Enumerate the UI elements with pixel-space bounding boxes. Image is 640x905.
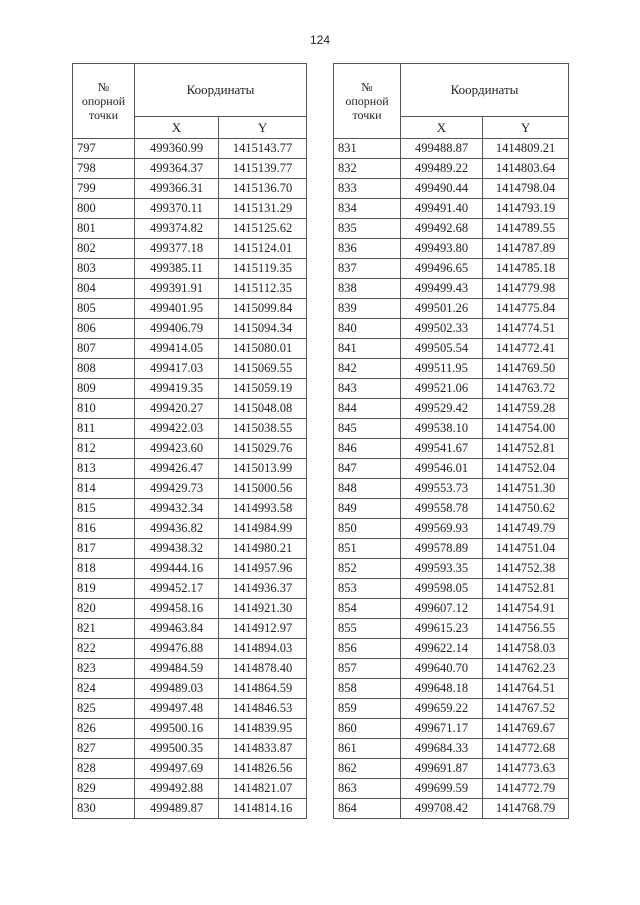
x-coordinate: 499377.18 bbox=[135, 239, 219, 259]
x-coordinate: 499529.42 bbox=[401, 399, 483, 419]
table-row bbox=[73, 259, 307, 279]
y-coordinate: 1415029.76 bbox=[219, 439, 307, 459]
x-coordinate: 499671.17 bbox=[401, 719, 483, 739]
point-number: 841 bbox=[334, 339, 401, 359]
table-row bbox=[73, 359, 307, 379]
table-row bbox=[334, 759, 569, 779]
table-row bbox=[73, 739, 307, 759]
x-coordinate: 499490.44 bbox=[401, 179, 483, 199]
table-row bbox=[334, 639, 569, 659]
table-row bbox=[73, 639, 307, 659]
table-row bbox=[334, 399, 569, 419]
y-coordinate: 1415139.77 bbox=[219, 159, 307, 179]
y-coordinate: 1414751.04 bbox=[483, 539, 569, 559]
x-coordinate: 499684.33 bbox=[401, 739, 483, 759]
x-coordinate: 499417.03 bbox=[135, 359, 219, 379]
y-coordinate: 1414754.00 bbox=[483, 419, 569, 439]
x-coordinate: 499436.82 bbox=[135, 519, 219, 539]
y-coordinate: 1414894.03 bbox=[219, 639, 307, 659]
table-row bbox=[73, 159, 307, 179]
y-coordinate: 1414878.40 bbox=[219, 659, 307, 679]
y-coordinate: 1414772.79 bbox=[483, 779, 569, 799]
x-coordinate: 499406.79 bbox=[135, 319, 219, 339]
point-number: 817 bbox=[73, 539, 135, 559]
point-number: 816 bbox=[73, 519, 135, 539]
point-number: 859 bbox=[334, 699, 401, 719]
x-coordinate: 499541.67 bbox=[401, 439, 483, 459]
x-coordinate: 499489.87 bbox=[135, 799, 219, 819]
table-row bbox=[334, 299, 569, 319]
point-number: 826 bbox=[73, 719, 135, 739]
point-number: 800 bbox=[73, 199, 135, 219]
y-coordinate: 1414980.21 bbox=[219, 539, 307, 559]
point-number: 831 bbox=[334, 139, 401, 159]
table-row bbox=[334, 339, 569, 359]
y-coordinate: 1414789.55 bbox=[483, 219, 569, 239]
x-coordinate: 499444.16 bbox=[135, 559, 219, 579]
x-coordinate: 499360.99 bbox=[135, 139, 219, 159]
x-coordinate: 499429.73 bbox=[135, 479, 219, 499]
page-number: 124 bbox=[309, 33, 331, 47]
point-number: 834 bbox=[334, 199, 401, 219]
point-number: 850 bbox=[334, 519, 401, 539]
point-number: 825 bbox=[73, 699, 135, 719]
table-row bbox=[73, 779, 307, 799]
table-row bbox=[334, 799, 569, 819]
x-coordinate: 499615.23 bbox=[401, 619, 483, 639]
y-coordinate: 1414826.56 bbox=[219, 759, 307, 779]
point-number: 862 bbox=[334, 759, 401, 779]
y-coordinate: 1414752.81 bbox=[483, 439, 569, 459]
y-coordinate: 1415013.99 bbox=[219, 459, 307, 479]
y-coordinate: 1415112.35 bbox=[219, 279, 307, 299]
table-row bbox=[73, 499, 307, 519]
table-row bbox=[73, 799, 307, 819]
x-coordinate: 499500.16 bbox=[135, 719, 219, 739]
num-label-1: опорной bbox=[81, 94, 126, 108]
point-number: 854 bbox=[334, 599, 401, 619]
y-coordinate: 1414793.19 bbox=[483, 199, 569, 219]
y-coordinate: 1414821.07 bbox=[219, 779, 307, 799]
table-row bbox=[334, 479, 569, 499]
x-header: X bbox=[135, 117, 219, 139]
y-coordinate: 1414749.79 bbox=[483, 519, 569, 539]
x-coordinate: 499500.35 bbox=[135, 739, 219, 759]
point-number: 821 bbox=[73, 619, 135, 639]
x-coordinate: 499492.68 bbox=[401, 219, 483, 239]
y-coordinate: 1414764.51 bbox=[483, 679, 569, 699]
x-coordinate: 499438.32 bbox=[135, 539, 219, 559]
x-coordinate: 499521.06 bbox=[401, 379, 483, 399]
y-coordinate: 1415136.70 bbox=[219, 179, 307, 199]
y-coordinate: 1415094.34 bbox=[219, 319, 307, 339]
point-number: 830 bbox=[73, 799, 135, 819]
y-header: Y bbox=[219, 117, 307, 139]
table-row bbox=[73, 239, 307, 259]
x-coordinate: 499505.54 bbox=[401, 339, 483, 359]
table-row bbox=[334, 619, 569, 639]
table-row bbox=[73, 599, 307, 619]
y-coordinate: 1415143.77 bbox=[219, 139, 307, 159]
x-coordinate: 499699.59 bbox=[401, 779, 483, 799]
y-coordinate: 1414769.67 bbox=[483, 719, 569, 739]
table-row bbox=[334, 139, 569, 159]
point-number: 858 bbox=[334, 679, 401, 699]
point-number: 855 bbox=[334, 619, 401, 639]
point-number: 840 bbox=[334, 319, 401, 339]
y-coordinate: 1414803.64 bbox=[483, 159, 569, 179]
x-coordinate: 499598.05 bbox=[401, 579, 483, 599]
table-row bbox=[334, 519, 569, 539]
coordinates-table-left bbox=[72, 63, 307, 819]
x-coordinate: 499593.35 bbox=[401, 559, 483, 579]
y-coordinate: 1414864.59 bbox=[219, 679, 307, 699]
x-coordinate: 499489.03 bbox=[135, 679, 219, 699]
x-coordinate: 499499.43 bbox=[401, 279, 483, 299]
y-coordinate: 1414846.53 bbox=[219, 699, 307, 719]
x-coordinate: 499419.35 bbox=[135, 379, 219, 399]
table-row bbox=[73, 579, 307, 599]
x-coordinate: 499622.14 bbox=[401, 639, 483, 659]
point-number: 806 bbox=[73, 319, 135, 339]
point-number: 824 bbox=[73, 679, 135, 699]
point-number: 864 bbox=[334, 799, 401, 819]
x-coordinate: 499502.33 bbox=[401, 319, 483, 339]
point-number: 836 bbox=[334, 239, 401, 259]
point-number: 845 bbox=[334, 419, 401, 439]
point-number: 861 bbox=[334, 739, 401, 759]
x-coordinate: 499484.59 bbox=[135, 659, 219, 679]
point-number: 856 bbox=[334, 639, 401, 659]
table-row bbox=[334, 579, 569, 599]
point-number: 803 bbox=[73, 259, 135, 279]
y-coordinate: 1414754.91 bbox=[483, 599, 569, 619]
x-coordinate: 499538.10 bbox=[401, 419, 483, 439]
point-number: 839 bbox=[334, 299, 401, 319]
y-coordinate: 1414768.79 bbox=[483, 799, 569, 819]
x-coordinate: 499463.84 bbox=[135, 619, 219, 639]
table-row bbox=[73, 719, 307, 739]
x-coordinate: 499546.01 bbox=[401, 459, 483, 479]
y-coordinate: 1414752.38 bbox=[483, 559, 569, 579]
table-row bbox=[334, 219, 569, 239]
table-row bbox=[334, 499, 569, 519]
point-number: 842 bbox=[334, 359, 401, 379]
num-sign: № bbox=[97, 80, 110, 94]
point-number: 847 bbox=[334, 459, 401, 479]
table-row bbox=[334, 739, 569, 759]
y-coordinate: 1414984.99 bbox=[219, 519, 307, 539]
point-number: 820 bbox=[73, 599, 135, 619]
y-coordinate: 1414758.03 bbox=[483, 639, 569, 659]
x-coordinate: 499426.47 bbox=[135, 459, 219, 479]
x-coordinate: 499496.65 bbox=[401, 259, 483, 279]
x-coordinate: 499492.88 bbox=[135, 779, 219, 799]
x-coordinate: 499497.48 bbox=[135, 699, 219, 719]
y-coordinate: 1414993.58 bbox=[219, 499, 307, 519]
table-row bbox=[334, 199, 569, 219]
y-coordinate: 1415038.55 bbox=[219, 419, 307, 439]
x-coordinate: 499366.31 bbox=[135, 179, 219, 199]
y-coordinate: 1414833.87 bbox=[219, 739, 307, 759]
point-number: 815 bbox=[73, 499, 135, 519]
table-row bbox=[73, 319, 307, 339]
num-sign: № bbox=[361, 80, 373, 94]
table-row bbox=[334, 539, 569, 559]
coordinates-table-right bbox=[333, 63, 569, 819]
table-row bbox=[334, 679, 569, 699]
point-number: 823 bbox=[73, 659, 135, 679]
point-number: 829 bbox=[73, 779, 135, 799]
point-number: 828 bbox=[73, 759, 135, 779]
point-number: 853 bbox=[334, 579, 401, 599]
point-number: 801 bbox=[73, 219, 135, 239]
point-number: 844 bbox=[334, 399, 401, 419]
x-coordinate: 499691.87 bbox=[401, 759, 483, 779]
x-coordinate: 499452.17 bbox=[135, 579, 219, 599]
y-coordinate: 1415124.01 bbox=[219, 239, 307, 259]
y-coordinate: 1415119.35 bbox=[219, 259, 307, 279]
y-coordinate: 1414762.23 bbox=[483, 659, 569, 679]
table-row bbox=[73, 419, 307, 439]
point-number-header bbox=[73, 64, 135, 139]
y-coordinate: 1414773.63 bbox=[483, 759, 569, 779]
point-number: 799 bbox=[73, 179, 135, 199]
y-coordinate: 1414785.18 bbox=[483, 259, 569, 279]
x-coordinate: 499553.73 bbox=[401, 479, 483, 499]
point-number: 846 bbox=[334, 439, 401, 459]
x-coordinate: 499420.27 bbox=[135, 399, 219, 419]
point-number: 860 bbox=[334, 719, 401, 739]
x-coordinate: 499391.91 bbox=[135, 279, 219, 299]
table-row bbox=[334, 359, 569, 379]
y-coordinate: 1414839.95 bbox=[219, 719, 307, 739]
point-number: 811 bbox=[73, 419, 135, 439]
y-coordinate: 1414798.04 bbox=[483, 179, 569, 199]
point-number: 810 bbox=[73, 399, 135, 419]
coordinates-header: Координаты bbox=[401, 64, 569, 117]
point-number: 818 bbox=[73, 559, 135, 579]
point-number: 822 bbox=[73, 639, 135, 659]
x-coordinate: 499489.22 bbox=[401, 159, 483, 179]
table-row bbox=[334, 559, 569, 579]
y-coordinate: 1414750.62 bbox=[483, 499, 569, 519]
table-row bbox=[73, 279, 307, 299]
x-coordinate: 499491.40 bbox=[401, 199, 483, 219]
point-number: 798 bbox=[73, 159, 135, 179]
y-coordinate: 1414759.28 bbox=[483, 399, 569, 419]
table-row bbox=[334, 319, 569, 339]
point-number: 812 bbox=[73, 439, 135, 459]
y-coordinate: 1414957.96 bbox=[219, 559, 307, 579]
point-number: 819 bbox=[73, 579, 135, 599]
x-coordinate: 499493.80 bbox=[401, 239, 483, 259]
y-coordinate: 1414767.52 bbox=[483, 699, 569, 719]
x-coordinate: 499488.87 bbox=[401, 139, 483, 159]
table-row bbox=[334, 719, 569, 739]
table-row bbox=[73, 699, 307, 719]
coordinates-header: Координаты bbox=[135, 64, 307, 117]
table-row bbox=[334, 259, 569, 279]
y-coordinate: 1415059.19 bbox=[219, 379, 307, 399]
x-coordinate: 499607.12 bbox=[401, 599, 483, 619]
point-number: 835 bbox=[334, 219, 401, 239]
y-coordinate: 1415048.08 bbox=[219, 399, 307, 419]
x-coordinate: 499432.34 bbox=[135, 499, 219, 519]
y-coordinate: 1414756.55 bbox=[483, 619, 569, 639]
x-coordinate: 499648.18 bbox=[401, 679, 483, 699]
y-coordinate: 1415000.56 bbox=[219, 479, 307, 499]
table-row bbox=[73, 379, 307, 399]
y-coordinate: 1414936.37 bbox=[219, 579, 307, 599]
point-number: 832 bbox=[334, 159, 401, 179]
point-number: 848 bbox=[334, 479, 401, 499]
y-coordinate: 1414752.81 bbox=[483, 579, 569, 599]
x-coordinate: 499578.89 bbox=[401, 539, 483, 559]
x-coordinate: 499423.60 bbox=[135, 439, 219, 459]
point-number: 833 bbox=[334, 179, 401, 199]
point-number: 849 bbox=[334, 499, 401, 519]
y-coordinate: 1415125.62 bbox=[219, 219, 307, 239]
point-number: 802 bbox=[73, 239, 135, 259]
x-coordinate: 499414.05 bbox=[135, 339, 219, 359]
y-coordinate: 1415099.84 bbox=[219, 299, 307, 319]
x-coordinate: 499708.42 bbox=[401, 799, 483, 819]
table-row bbox=[73, 679, 307, 699]
y-coordinate: 1415080.01 bbox=[219, 339, 307, 359]
table-row bbox=[334, 699, 569, 719]
x-coordinate: 499569.93 bbox=[401, 519, 483, 539]
table-row bbox=[334, 459, 569, 479]
table-row bbox=[73, 459, 307, 479]
x-coordinate: 499659.22 bbox=[401, 699, 483, 719]
point-number-header bbox=[334, 64, 401, 139]
table-row bbox=[73, 339, 307, 359]
point-number: 804 bbox=[73, 279, 135, 299]
point-number: 809 bbox=[73, 379, 135, 399]
x-coordinate: 499501.26 bbox=[401, 299, 483, 319]
x-coordinate: 499385.11 bbox=[135, 259, 219, 279]
point-number: 857 bbox=[334, 659, 401, 679]
point-number: 807 bbox=[73, 339, 135, 359]
num-label-2: точки bbox=[88, 108, 119, 122]
point-number: 808 bbox=[73, 359, 135, 379]
num-label-1: опорной bbox=[345, 94, 389, 108]
y-coordinate: 1415131.29 bbox=[219, 199, 307, 219]
table-row bbox=[334, 439, 569, 459]
x-coordinate: 499422.03 bbox=[135, 419, 219, 439]
point-number: 797 bbox=[73, 139, 135, 159]
table-row bbox=[334, 419, 569, 439]
table-row bbox=[334, 779, 569, 799]
table-row bbox=[334, 239, 569, 259]
table-row bbox=[73, 219, 307, 239]
y-coordinate: 1414774.51 bbox=[483, 319, 569, 339]
x-coordinate: 499558.78 bbox=[401, 499, 483, 519]
point-number: 843 bbox=[334, 379, 401, 399]
y-header: Y bbox=[483, 117, 569, 139]
y-coordinate: 1414779.98 bbox=[483, 279, 569, 299]
point-number: 814 bbox=[73, 479, 135, 499]
point-number: 805 bbox=[73, 299, 135, 319]
table-row bbox=[334, 659, 569, 679]
point-number: 863 bbox=[334, 779, 401, 799]
y-coordinate: 1414921.30 bbox=[219, 599, 307, 619]
table-row bbox=[73, 659, 307, 679]
x-coordinate: 499458.16 bbox=[135, 599, 219, 619]
y-coordinate: 1414772.41 bbox=[483, 339, 569, 359]
table-row bbox=[73, 519, 307, 539]
y-coordinate: 1414809.21 bbox=[483, 139, 569, 159]
y-coordinate: 1414772.68 bbox=[483, 739, 569, 759]
point-number: 851 bbox=[334, 539, 401, 559]
x-coordinate: 499401.95 bbox=[135, 299, 219, 319]
y-coordinate: 1414751.30 bbox=[483, 479, 569, 499]
table-row bbox=[73, 479, 307, 499]
point-number: 852 bbox=[334, 559, 401, 579]
num-label-2: точки bbox=[352, 108, 382, 122]
y-coordinate: 1415069.55 bbox=[219, 359, 307, 379]
x-coordinate: 499370.11 bbox=[135, 199, 219, 219]
y-coordinate: 1414814.16 bbox=[219, 799, 307, 819]
table-row bbox=[334, 179, 569, 199]
table-row bbox=[334, 159, 569, 179]
y-coordinate: 1414787.89 bbox=[483, 239, 569, 259]
x-coordinate: 499511.95 bbox=[401, 359, 483, 379]
x-coordinate: 499476.88 bbox=[135, 639, 219, 659]
table-row bbox=[73, 299, 307, 319]
table-row bbox=[334, 599, 569, 619]
x-coordinate: 499497.69 bbox=[135, 759, 219, 779]
table-row bbox=[334, 379, 569, 399]
table-row bbox=[73, 439, 307, 459]
y-coordinate: 1414769.50 bbox=[483, 359, 569, 379]
table-row bbox=[73, 619, 307, 639]
point-number: 813 bbox=[73, 459, 135, 479]
table-row bbox=[73, 399, 307, 419]
x-coordinate: 499364.37 bbox=[135, 159, 219, 179]
point-number: 837 bbox=[334, 259, 401, 279]
point-number: 838 bbox=[334, 279, 401, 299]
table-row bbox=[73, 539, 307, 559]
x-coordinate: 499374.82 bbox=[135, 219, 219, 239]
x-coordinate: 499640.70 bbox=[401, 659, 483, 679]
table-row bbox=[73, 199, 307, 219]
point-number: 827 bbox=[73, 739, 135, 759]
table-row bbox=[73, 179, 307, 199]
y-coordinate: 1414912.97 bbox=[219, 619, 307, 639]
table-row bbox=[73, 559, 307, 579]
y-coordinate: 1414775.84 bbox=[483, 299, 569, 319]
table-row bbox=[334, 279, 569, 299]
table-row bbox=[73, 139, 307, 159]
table-row bbox=[73, 759, 307, 779]
y-coordinate: 1414763.72 bbox=[483, 379, 569, 399]
y-coordinate: 1414752.04 bbox=[483, 459, 569, 479]
x-header: X bbox=[401, 117, 483, 139]
